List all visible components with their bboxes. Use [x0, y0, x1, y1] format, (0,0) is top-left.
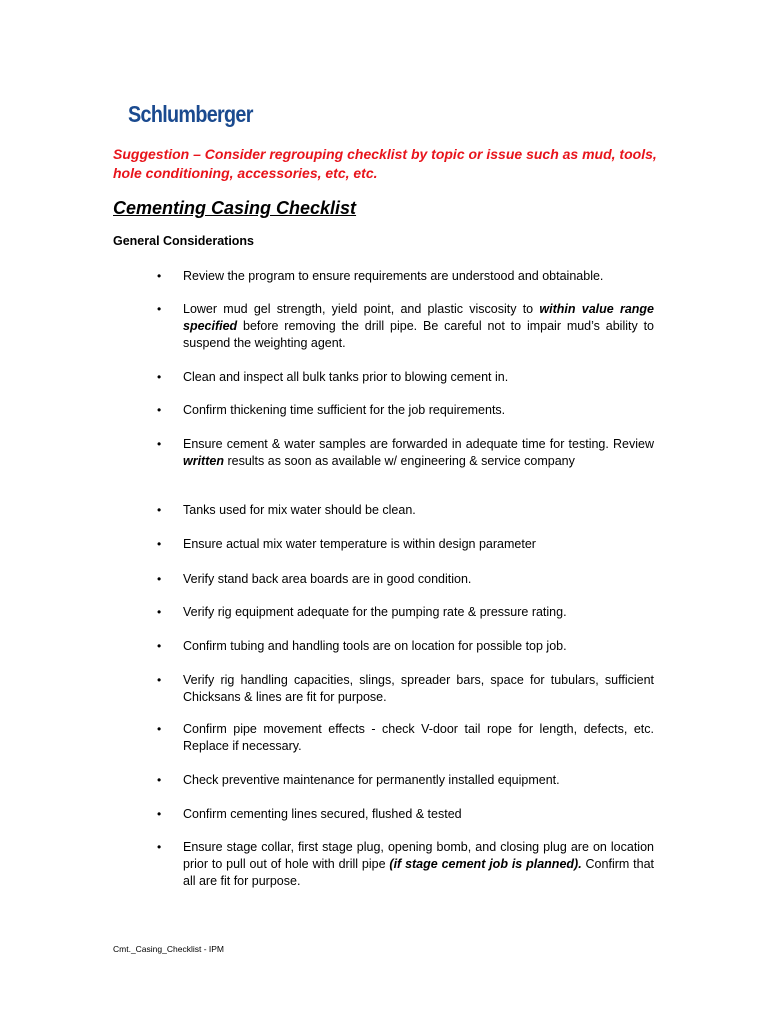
checklist-item [157, 772, 654, 789]
item-text: Confirm pipe movement effects - check V-door tail rope for length, defects, etc. Replace if necessary. [183, 722, 654, 753]
checklist-item [157, 839, 655, 890]
suggestion-note: Suggestion – Consider regrouping checklist by topic or issue such as mud, tools, hole conditioning, accessories, etc, etc. [113, 146, 657, 181]
bullet-icon: • [157, 537, 162, 551]
item-text: Check preventive maintenance for permanently installed equipment. [183, 773, 560, 787]
item-text: Ensure stage collar, first stage plug, opening bomb, and closing plug are on location prior to pull out of hole with drill pipe [183, 840, 654, 871]
bullet-icon: • [157, 302, 162, 316]
bullet-icon: • [157, 722, 162, 736]
bullet-icon: • [157, 572, 162, 586]
checklist-item [157, 502, 654, 519]
bullet-icon: • [157, 639, 162, 653]
bullet-icon: • [157, 773, 162, 787]
bullet-icon: • [157, 403, 162, 417]
item-text: Verify rig handling capacities, slings, spreader bars, space for tubulars, sufficient Chicksans & lines are fit for purpose. [183, 673, 654, 704]
checklist-item [157, 721, 654, 755]
item-text: Ensure cement & water samples are forwarded in adequate time for testing. Review [183, 437, 654, 451]
checklist-item [157, 268, 654, 285]
document-title: Cementing Casing Checklist [113, 198, 357, 218]
item-text: Verify rig equipment adequate for the pumping rate & pressure rating. [183, 605, 567, 619]
company-logo: Schlumberger [128, 101, 253, 127]
checklist-item [157, 402, 654, 419]
item-text: Clean and inspect all bulk tanks prior to blowing cement in. [183, 370, 509, 384]
item-emphasis: (if stage cement job is planned). [389, 857, 582, 871]
checklist-item [157, 536, 654, 553]
item-text: Review the program to ensure requirements are understood and obtainable. [183, 269, 604, 283]
bullet-icon: • [157, 437, 162, 451]
item-text: Verify stand back area boards are in good condition. [183, 572, 472, 586]
checklist-item [157, 806, 654, 823]
item-text: Confirm thickening time sufficient for the job requirements. [183, 403, 506, 417]
bullet-icon: • [157, 370, 162, 384]
bullet-icon: • [157, 503, 162, 517]
bullet-icon: • [157, 840, 162, 854]
checklist-item [157, 672, 654, 706]
bullet-icon: • [157, 673, 162, 687]
bullet-icon: • [157, 269, 162, 283]
item-text: before removing the drill pipe. Be careful not to impair mud’s ability to suspend the weighting agent. [183, 319, 654, 350]
section-heading: General Considerations [113, 234, 255, 248]
bullet-icon: • [157, 807, 162, 821]
item-text: Confirm that all are fit for purpose. [183, 857, 655, 888]
item-emphasis: written [183, 454, 224, 468]
checklist-item [157, 638, 654, 655]
item-text: Tanks used for mix water should be clean. [183, 503, 416, 517]
checklist-item [157, 604, 654, 621]
checklist-item [157, 571, 654, 588]
checklist-item [157, 436, 654, 470]
page-footer: Cmt._Casing_Checklist - IPM [113, 944, 225, 954]
item-text: Ensure actual mix water temperature is within design parameter [183, 537, 536, 551]
item-emphasis: within value range specified [183, 302, 654, 333]
item-text: Confirm cementing lines secured, flushed & tested [183, 807, 462, 821]
item-text: Confirm tubing and handling tools are on location for possible top job. [183, 639, 567, 653]
bullet-icon: • [157, 605, 162, 619]
item-text: Lower mud gel strength, yield point, and plastic viscosity to [183, 302, 540, 316]
checklist-item [157, 369, 654, 386]
item-text: results as soon as available w/ engineering & service company [223, 454, 575, 468]
checklist-item [157, 301, 654, 352]
